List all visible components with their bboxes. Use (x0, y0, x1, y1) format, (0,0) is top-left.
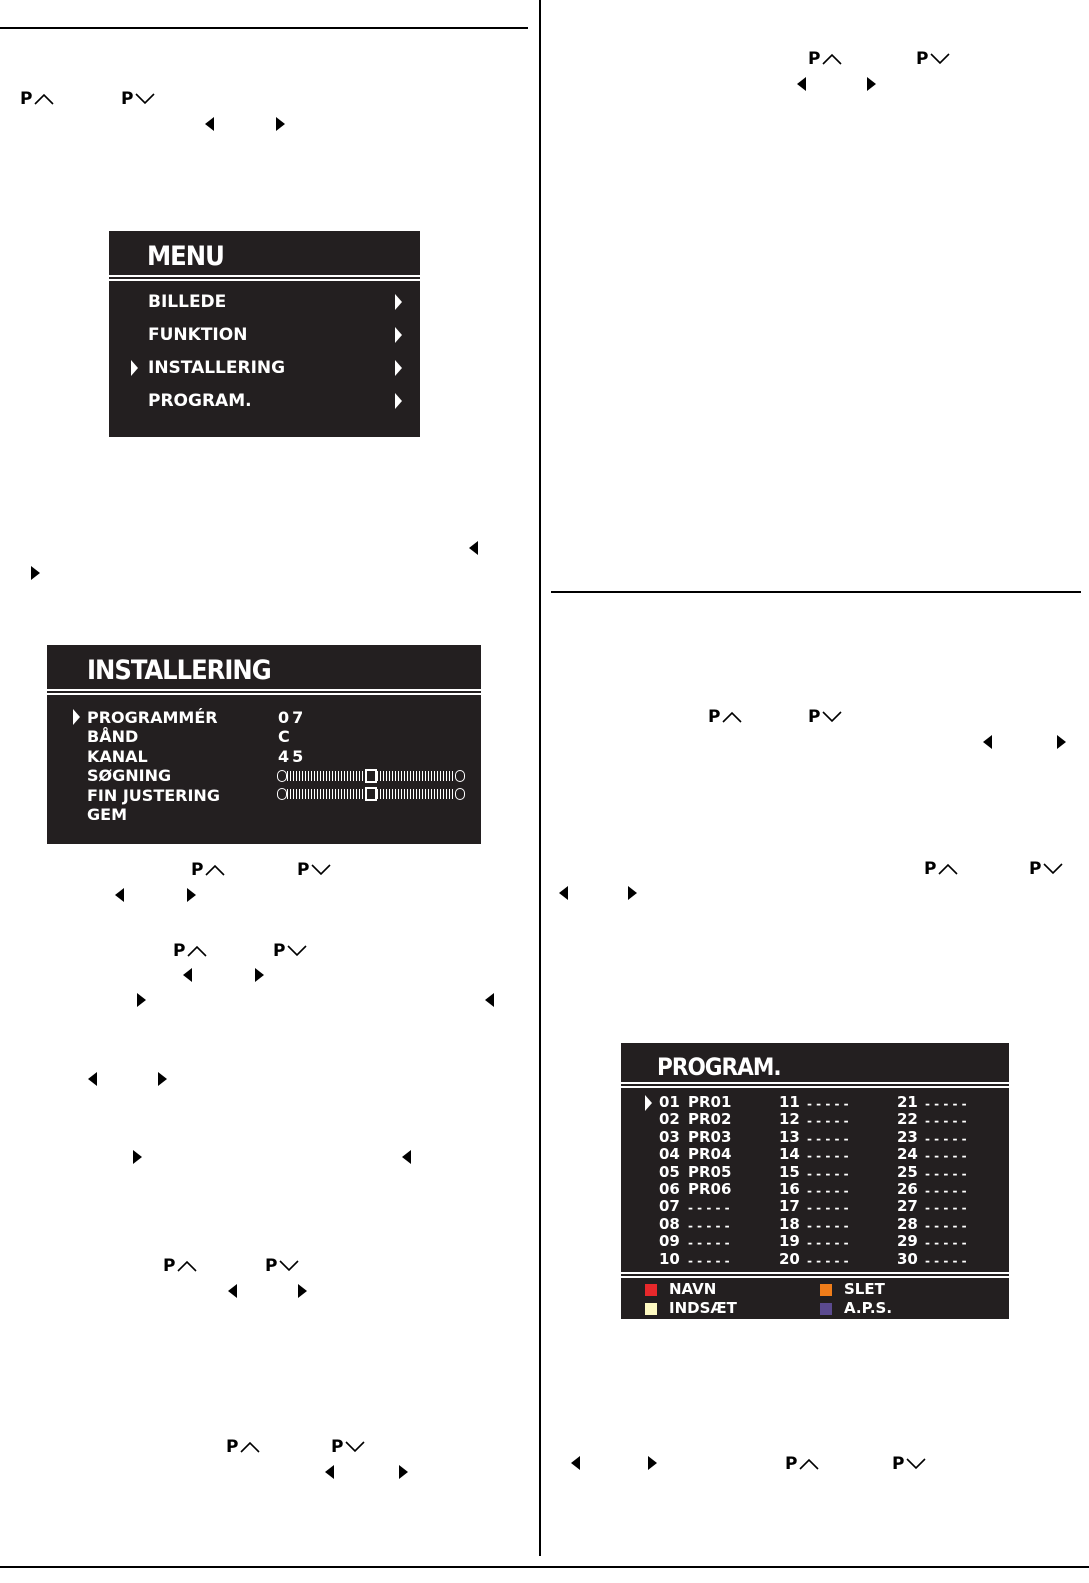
arrow-left-icon (485, 993, 494, 1007)
program-name[interactable]: - - - - - (807, 1253, 849, 1268)
p-key-label: P (892, 1454, 905, 1474)
program-name[interactable]: PR02 (688, 1110, 732, 1129)
menu-divider (109, 279, 420, 281)
chevron-down-icon (279, 1260, 299, 1272)
installering-osd (47, 645, 481, 844)
chevron-down-icon (135, 93, 155, 105)
program-name[interactable]: - - - - - (807, 1097, 849, 1111)
program-number: 02 (659, 1110, 680, 1129)
p-down-key-icon (297, 862, 331, 879)
menu-item-funktion[interactable]: FUNKTION (148, 325, 248, 345)
p-key-label: P (331, 1437, 344, 1457)
program-name[interactable]: PR03 (688, 1127, 732, 1146)
chevron-up-icon (799, 1458, 819, 1470)
chevron-down-icon (287, 945, 307, 957)
program-title: PROGRAM. (657, 1053, 781, 1081)
program-name[interactable]: - - - - - (925, 1166, 967, 1181)
program-number: 16 (779, 1180, 800, 1198)
arrow-left-icon (559, 886, 568, 900)
installering-row-label[interactable]: SØGNING (87, 766, 172, 786)
p-up-key-icon (785, 1456, 819, 1473)
p-key-label: P (273, 941, 286, 961)
program-number: 20 (779, 1249, 800, 1268)
chevron-up-icon (938, 863, 958, 875)
program-name[interactable]: - - - - - (925, 1201, 967, 1216)
p-key-label: P (924, 859, 937, 879)
arrow-right-icon (648, 1456, 657, 1470)
p-key-label: P (297, 860, 310, 880)
arrow-left-icon (205, 117, 214, 131)
p-down-key-icon (892, 1456, 926, 1473)
chevron-down-icon (311, 864, 331, 876)
program-number: 21 (897, 1093, 918, 1111)
p-down-key-icon (1029, 861, 1063, 878)
p-down-key-icon (331, 1439, 365, 1456)
program-number: 06 (659, 1180, 680, 1198)
installering-title: INSTALLERING (87, 655, 271, 686)
right-section-rule (551, 591, 1081, 593)
program-name[interactable]: - - - - - (807, 1184, 849, 1198)
p-key-label: P (191, 860, 204, 880)
p-up-key-icon (708, 709, 742, 726)
submenu-arrow-icon (395, 294, 402, 310)
slider-right-end-icon (455, 770, 465, 782)
program-number: 17 (779, 1197, 800, 1216)
installering-divider (47, 693, 481, 695)
installering-row-value: C (278, 727, 293, 747)
arrow-right-icon (158, 1072, 167, 1086)
program-name[interactable]: - - - - - (807, 1166, 849, 1181)
installering-row-label[interactable]: KANAL (87, 746, 148, 766)
p-down-key-icon (916, 51, 950, 68)
program-number: 01 (659, 1093, 680, 1111)
program-name[interactable]: - - - - - (807, 1218, 849, 1233)
chevron-up-icon (205, 864, 225, 876)
p-key-label: P (163, 1256, 176, 1276)
color-key-icon (820, 1303, 832, 1315)
installering-row-value: 45 (278, 746, 307, 766)
program-name[interactable]: - - - - - (925, 1149, 967, 1164)
p-key-label: P (708, 707, 721, 727)
program-name[interactable]: - - - - - (807, 1149, 849, 1164)
column-divider (539, 0, 541, 1556)
program-number: 29 (897, 1232, 918, 1251)
p-down-key-icon (808, 709, 842, 726)
program-name[interactable]: - - - - - (925, 1253, 967, 1268)
p-key-label: P (1029, 859, 1042, 879)
arrow-left-icon (469, 541, 478, 555)
program-name[interactable]: - - - - - (925, 1236, 967, 1251)
p-up-key-icon (191, 862, 225, 879)
program-name[interactable]: - - - - - (925, 1097, 967, 1111)
menu-divider (109, 275, 420, 277)
menu-item-installering[interactable]: INSTALLERING (148, 358, 286, 378)
program-number: 07 (659, 1197, 680, 1216)
menu-item-billede[interactable]: BILLEDE (148, 292, 227, 312)
p-key-label: P (173, 941, 186, 961)
top-left-rule (0, 27, 528, 29)
program-name[interactable]: PR01 (688, 1093, 732, 1111)
program-number: 11 (779, 1093, 800, 1111)
arrow-left-icon (88, 1072, 97, 1086)
program-name[interactable]: - - - - - (807, 1201, 849, 1216)
program-name[interactable]: - - - - - (925, 1218, 967, 1233)
menu-title: MENU (147, 241, 224, 272)
chevron-up-icon (34, 93, 54, 105)
slider-knob[interactable] (365, 769, 377, 783)
program-number: 12 (779, 1110, 800, 1129)
chevron-down-icon (930, 53, 950, 65)
search-slider[interactable] (277, 769, 465, 783)
arrow-right-icon (137, 993, 146, 1007)
program-name[interactable]: - - - - - (807, 1114, 849, 1129)
program-name[interactable]: - - - - - (807, 1236, 849, 1251)
legend-label[interactable]: NAVN (669, 1280, 717, 1298)
program-number: 22 (897, 1110, 918, 1129)
submenu-arrow-icon (395, 360, 402, 376)
p-key-label: P (808, 49, 821, 69)
chevron-up-icon (177, 1260, 197, 1272)
program-number: 03 (659, 1127, 680, 1146)
submenu-arrow-icon (395, 393, 402, 409)
selection-cursor-icon (73, 709, 80, 725)
arrow-right-icon (187, 888, 196, 902)
legend-divider (621, 1272, 1009, 1274)
program-osd (621, 1043, 1009, 1319)
p-key-label: P (785, 1454, 798, 1474)
program-name[interactable]: - - - - - (688, 1236, 730, 1251)
arrow-right-icon (867, 77, 876, 91)
program-number: 18 (779, 1214, 800, 1233)
program-number: 13 (779, 1127, 800, 1146)
color-key-icon (645, 1284, 657, 1296)
p-up-key-icon (173, 943, 207, 960)
slider-knob[interactable] (365, 787, 377, 801)
program-name[interactable]: PR06 (688, 1180, 732, 1198)
program-number: 27 (897, 1197, 918, 1216)
legend-divider (621, 1276, 1009, 1278)
arrow-right-icon (276, 117, 285, 131)
arrow-left-icon (571, 1456, 580, 1470)
arrow-left-icon (797, 77, 806, 91)
p-key-label: P (121, 89, 134, 109)
arrow-left-icon (115, 888, 124, 902)
program-name[interactable]: - - - - - (688, 1201, 730, 1216)
arrow-right-icon (628, 886, 637, 900)
slider-right-end-icon (455, 788, 465, 800)
program-divider (621, 1086, 1009, 1088)
color-key-icon (645, 1303, 657, 1315)
chevron-up-icon (822, 53, 842, 65)
p-key-label: P (808, 707, 821, 727)
program-number: 30 (897, 1249, 918, 1268)
arrow-right-icon (399, 1465, 408, 1479)
arrow-left-icon (183, 968, 192, 982)
program-name[interactable]: - - - - - (925, 1131, 967, 1146)
chevron-down-icon (1043, 863, 1063, 875)
program-number: 24 (897, 1145, 918, 1164)
program-name[interactable]: - - - - - (807, 1131, 849, 1146)
arrow-left-icon (983, 735, 992, 749)
p-down-key-icon (265, 1258, 299, 1275)
fine-tune-slider[interactable] (277, 787, 465, 801)
slider-left-end-icon (277, 770, 287, 782)
program-number: 15 (779, 1162, 800, 1181)
p-up-key-icon (226, 1439, 260, 1456)
legend-label[interactable]: A.P.S. (844, 1299, 893, 1317)
color-key-icon (820, 1284, 832, 1296)
chevron-up-icon (240, 1441, 260, 1453)
arrow-right-icon (1057, 735, 1066, 749)
selection-cursor-icon (131, 360, 138, 376)
p-key-label: P (265, 1256, 278, 1276)
p-down-key-icon (273, 943, 307, 960)
arrow-right-icon (298, 1284, 307, 1298)
p-up-key-icon (924, 861, 958, 878)
program-number: 26 (897, 1180, 918, 1198)
program-number: 25 (897, 1162, 918, 1181)
p-down-key-icon (121, 91, 155, 108)
legend-label[interactable]: SLET (844, 1280, 885, 1298)
program-number: 10 (659, 1249, 680, 1268)
legend-label[interactable]: INDSÆT (669, 1299, 737, 1317)
program-number: 09 (659, 1232, 680, 1251)
arrow-right-icon (255, 968, 264, 982)
menu-item-program[interactable]: PROGRAM. (148, 391, 252, 411)
installering-row-value: 07 (278, 708, 307, 727)
p-key-label: P (226, 1437, 239, 1457)
program-name[interactable]: - - - - - (688, 1218, 730, 1233)
arrow-left-icon (228, 1284, 237, 1298)
installering-row-label[interactable]: PROGRAMMÉR (87, 708, 218, 727)
p-key-label: P (20, 89, 33, 109)
p-key-label: P (916, 49, 929, 69)
program-name[interactable]: PR04 (688, 1145, 732, 1164)
program-number: 05 (659, 1162, 680, 1181)
program-name[interactable]: PR05 (688, 1162, 732, 1181)
program-number: 14 (779, 1145, 800, 1164)
installering-row-label[interactable]: FIN JUSTERING (87, 785, 220, 805)
program-divider (621, 1082, 1009, 1084)
installering-row-label[interactable]: BÅND (87, 727, 139, 747)
chevron-down-icon (822, 711, 842, 723)
program-number: 28 (897, 1214, 918, 1233)
program-name[interactable]: - - - - - (925, 1184, 967, 1198)
program-name[interactable]: - - - - - (925, 1114, 967, 1129)
arrow-left-icon (402, 1150, 411, 1164)
program-number: 23 (897, 1127, 918, 1146)
selection-cursor-icon (645, 1095, 652, 1111)
program-number: 04 (659, 1145, 680, 1164)
installering-divider (47, 689, 481, 691)
program-number: 19 (779, 1232, 800, 1251)
chevron-down-icon (906, 1458, 926, 1470)
p-up-key-icon (163, 1258, 197, 1275)
menu-osd (109, 231, 420, 437)
submenu-arrow-icon (395, 327, 402, 343)
chevron-down-icon (345, 1441, 365, 1453)
bottom-rule (0, 1566, 1089, 1568)
program-number: 08 (659, 1214, 680, 1233)
chevron-up-icon (722, 711, 742, 723)
arrow-right-icon (31, 566, 40, 580)
p-up-key-icon (20, 91, 54, 108)
installering-row-label[interactable]: GEM (87, 805, 127, 824)
arrow-right-icon (133, 1150, 142, 1164)
chevron-up-icon (187, 945, 207, 957)
p-up-key-icon (808, 51, 842, 68)
program-name[interactable]: - - - - - (688, 1253, 730, 1268)
slider-left-end-icon (277, 788, 287, 800)
arrow-left-icon (325, 1465, 334, 1479)
